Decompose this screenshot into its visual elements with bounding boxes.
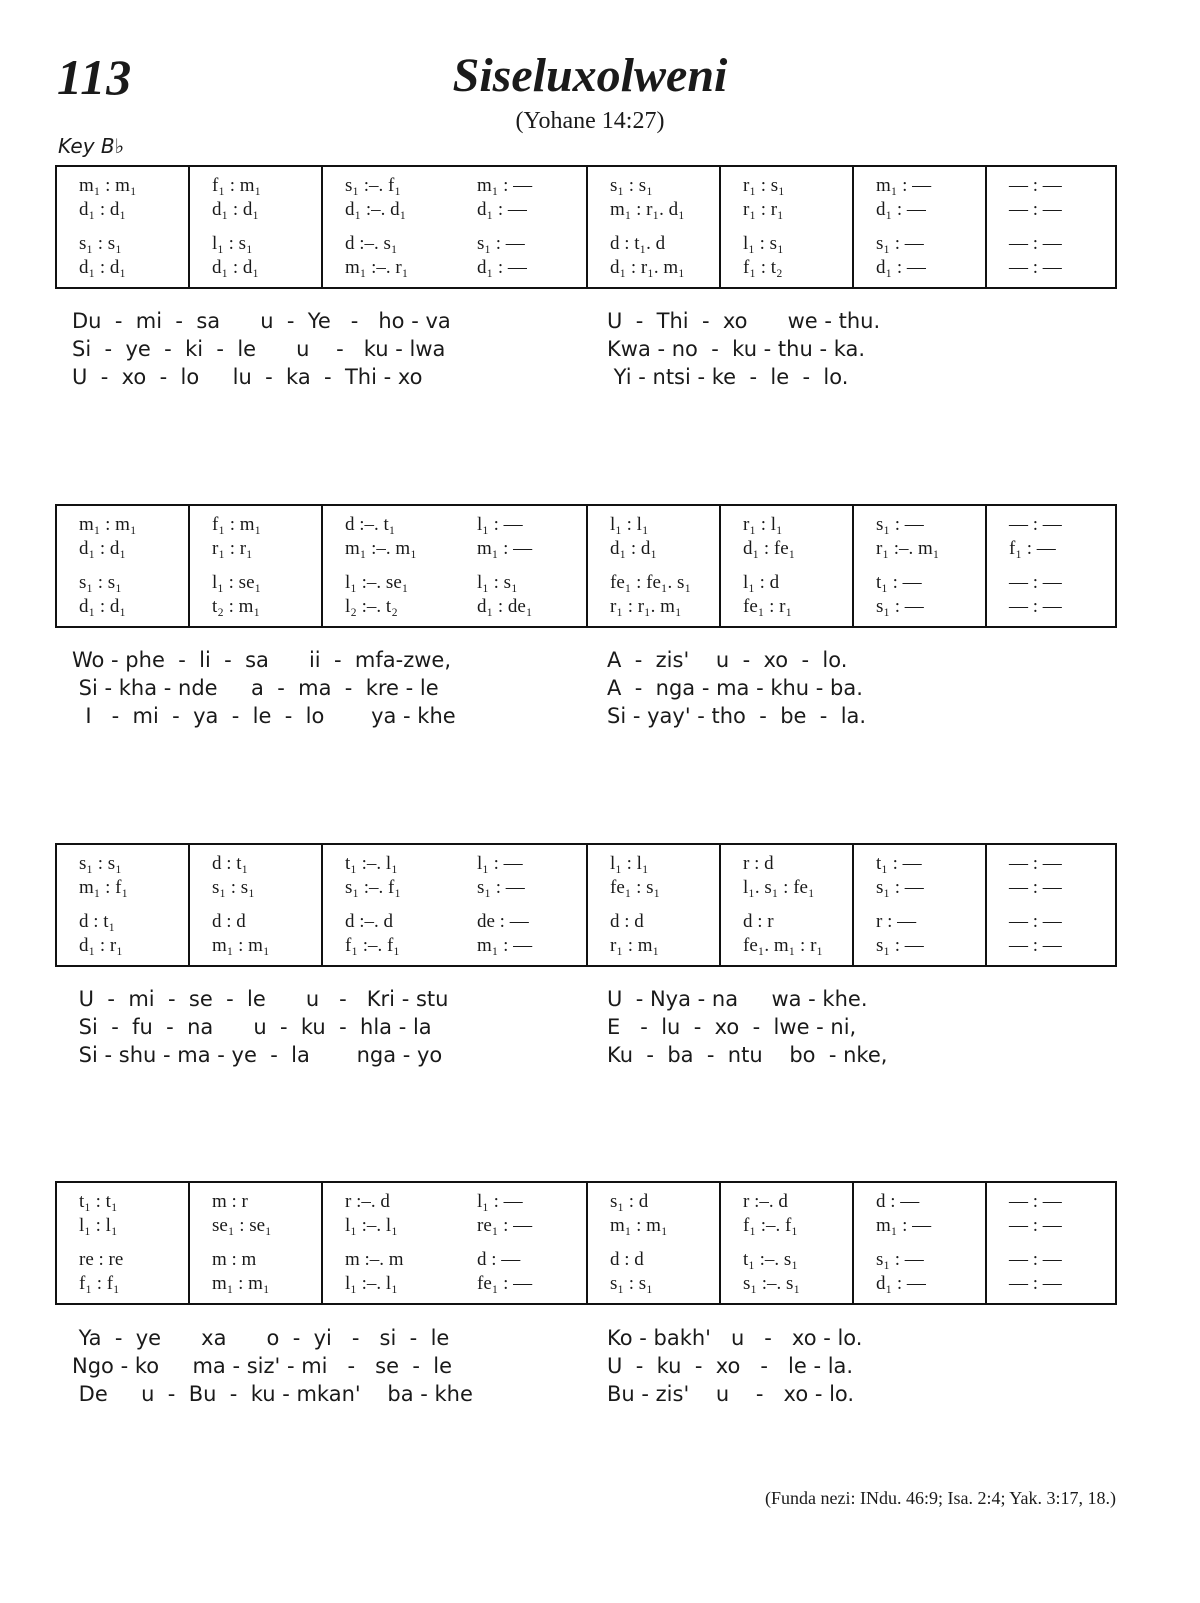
measure-notes: m₁ : — [477,175,533,196]
measure-notes: s₁ : — [876,1249,924,1270]
measure-notes: d₁ : d₁ [79,538,127,559]
measure-notes: l₂ :–. t₂ [345,596,398,617]
measure-notes: d₁ : — [477,199,527,220]
measure-notes: — : — [1009,514,1062,535]
lyric-line: U - ku - xo - le - la. [607,1354,854,1378]
measure-notes: m : m [212,1249,257,1270]
measure-notes: r :–. d [743,1191,788,1212]
lyric-line: Ko - bakh' u - xo - lo. [607,1326,863,1350]
measure-notes: r₁ : m₁ [610,935,660,956]
measure-notes: m :–. m [345,1249,404,1270]
lyric-line: A - zis' u - xo - lo. [607,648,848,672]
lyric-line: Bu - zis' u - xo - lo. [607,1382,855,1406]
measure-notes: l₁ : s₁ [477,572,518,593]
measure-notes: l₁ : l₁ [610,514,649,535]
measure-notes: s₁ :–. s₁ [743,1273,801,1294]
measure-notes: m₁ : f₁ [79,877,129,898]
measure-notes: fe₁ : fe₁. s₁ [610,572,692,593]
measure-notes: m₁ : m₁ [212,935,270,956]
voice-row [57,233,1115,257]
voice-row [57,572,1115,596]
measure-notes: d : t₁ [79,911,116,932]
measure-notes: d : d [212,911,246,932]
lyric-line: Si - kha - nde a - ma - kre - le [72,676,439,700]
measure-notes: f₁ : f₁ [79,1273,120,1294]
lyric-line: De u - Bu - ku - mkan' ba - khe [72,1382,473,1406]
measure-notes: s₁ : s₁ [79,572,122,593]
measure-notes: s₁ : — [876,596,924,617]
measure-notes: d₁ : r₁. m₁ [610,257,685,278]
measure-notes: — : — [1009,1215,1062,1236]
measure-notes: — : — [1009,175,1062,196]
measure-notes: m₁ : — [876,175,932,196]
footnote-references: (Funda nezi: INdu. 46:9; Isa. 2:4; Yak. 3:17, 18.) [765,1488,1116,1508]
measure-notes: l₁ : s₁ [212,233,253,254]
measure-notes: l₁ : se₁ [212,572,262,593]
measure-notes: d₁ :–. d₁ [345,199,407,220]
measure-notes: s₁ : s₁ [610,1273,653,1294]
measure-notes: d₁ : d₁ [79,596,127,617]
measure-notes: d₁ : — [477,257,527,278]
lyric-line: U - mi - se - le u - Kri - stu [72,987,449,1011]
measure-notes: d : d [610,911,644,932]
measure-notes: — : — [1009,911,1062,932]
measure-notes: s₁ : s₁ [212,877,255,898]
measure-notes: m₁ :–. r₁ [345,257,409,278]
measure-notes: fe₁ : r₁ [743,596,793,617]
measure-notes: t₁ : t₁ [79,1191,118,1212]
measure-notes: — : — [1009,877,1062,898]
measure-notes: d₁ : d₁ [212,257,260,278]
measure-notes: m₁ : m₁ [610,1215,668,1236]
measure-notes: — : — [1009,853,1062,874]
measure-notes: t₁ : — [876,853,922,874]
measure-notes: r :–. d [345,1191,390,1212]
lyric-line: Ku - ba - ntu bo - nke, [607,1043,888,1067]
measure-notes: d₁ : d₁ [79,257,127,278]
measure-notes: fe₁ : s₁ [610,877,661,898]
measure-notes: m₁ : m₁ [212,1273,270,1294]
measure-notes: d : — [876,1191,920,1212]
measure-notes: de : — [477,911,529,932]
hymn-title: Siseluxolweni [452,49,728,102]
measure-notes: — : — [1009,233,1062,254]
measure-notes: l₁. s₁ : fe₁ [743,877,815,898]
hymn-number: 113 [57,49,133,105]
music-system-2 [55,504,1117,628]
measure-notes: d₁ : — [876,199,926,220]
key-signature: Key B♭ [58,134,125,158]
measure-notes: d : — [477,1249,521,1270]
measure-notes: l₁ : — [477,514,523,535]
measure-notes: d₁ : r₁ [79,935,123,956]
lyric-line: Ngo - ko ma - siz' - mi - se - le [72,1354,453,1378]
measure-notes: f₁ : m₁ [212,514,262,535]
measure-notes: d₁ : d₁ [79,199,127,220]
measure-notes: — : — [1009,1249,1062,1270]
measure-notes: d₁ : fe₁ [743,538,796,559]
lyric-line: I - mi - ya - le - lo ya - khe [72,704,456,728]
measure-notes: s₁ : — [876,877,924,898]
measure-notes: s₁ : s₁ [79,233,122,254]
measure-notes: l₁ : l₁ [79,1215,118,1236]
voice-row [57,1249,1115,1273]
measure-notes: l₁ :–. l₁ [345,1273,398,1294]
measure-notes: d : t₁ [212,853,249,874]
measure-notes: — : — [1009,1273,1062,1294]
measure-notes: s₁ : — [477,233,525,254]
lyric-line: Du - mi - sa u - Ye - ho - va [72,309,451,333]
measure-notes: f₁ :–. f₁ [743,1215,798,1236]
lyric-line: U - xo - lo lu - ka - Thi - xo [72,365,423,389]
music-system-3 [55,843,1117,967]
measure-notes: l₁ : — [477,1191,523,1212]
lyric-line: Si - ye - ki - le u - ku - lwa [72,337,446,361]
measure-notes: s₁ :–. f₁ [345,175,401,196]
measure-notes: s₁ : s₁ [79,853,122,874]
measure-notes: s₁ : s₁ [610,175,653,196]
measure-notes: — : — [1009,257,1062,278]
voice-row [57,514,1115,538]
measure-notes: r₁ : s₁ [743,175,785,196]
measure-notes: d₁ : d₁ [212,199,260,220]
measure-notes: s₁ : d [610,1191,649,1212]
measure-notes: l₁ : — [477,853,523,874]
voice-row [57,911,1115,935]
lyric-line: Si - shu - ma - ye - la nga - yo [72,1043,443,1067]
voice-row [57,175,1115,199]
measure-notes: d : d [610,1249,644,1270]
measure-notes: r₁ : r₁. m₁ [610,596,682,617]
measure-notes: m₁ :–. m₁ [345,538,417,559]
measure-notes: d :–. s₁ [345,233,398,254]
lyric-line: Ya - ye xa o - yi - si - le [72,1326,450,1350]
measure-notes: d :–. d [345,911,394,932]
measure-notes: r₁ : r₁ [212,538,253,559]
lyric-line: U - Thi - xo we - thu. [607,309,881,333]
music-system-4 [55,1181,1117,1305]
measure-notes: f₁ : m₁ [212,175,262,196]
measure-notes: d : r [743,911,774,932]
measure-notes: r : — [876,911,917,932]
voice-row [57,935,1115,959]
voice-row [57,853,1115,877]
measure-notes: t₁ :–. s₁ [743,1249,798,1270]
measure-notes: fe₁. m₁ : r₁ [743,935,824,956]
measure-notes: d₁ : — [876,257,926,278]
voice-row [57,877,1115,901]
music-system-1 [55,165,1117,289]
measure-notes: — : — [1009,572,1062,593]
measure-notes: s₁ : — [876,514,924,535]
measure-notes: l₁ :–. l₁ [345,1215,398,1236]
measure-notes: s₁ : — [477,877,525,898]
voice-row [57,538,1115,562]
measure-notes: l₁ : s₁ [743,233,784,254]
voice-row [57,1191,1115,1215]
measure-notes: se₁ : se₁ [212,1215,272,1236]
measure-notes: s₁ : — [876,233,924,254]
measure-notes: l₁ :–. se₁ [345,572,409,593]
measure-notes: r₁ : r₁ [743,199,784,220]
voice-row [57,1215,1115,1239]
measure-notes: re₁ : — [477,1215,533,1236]
measure-notes: t₁ : — [876,572,922,593]
measure-notes: — : — [1009,1191,1062,1212]
lyric-line: Yi - ntsi - ke - le - lo. [607,365,849,389]
measure-notes: s₁ : — [876,935,924,956]
measure-notes: l₁ : d [743,572,780,593]
measure-notes: m : r [212,1191,248,1212]
measure-notes: m₁ : — [477,935,533,956]
measure-notes: — : — [1009,935,1062,956]
measure-notes: r : d [743,853,774,874]
voice-row [57,1273,1115,1297]
measure-notes: t₁ :–. l₁ [345,853,398,874]
measure-notes: r₁ : l₁ [743,514,783,535]
lyric-line: Wo - phe - li - sa ii - mfa-zwe, [72,648,451,672]
scripture-reference: (Yohane 14:27) [515,108,665,134]
measure-notes: — : — [1009,596,1062,617]
measure-notes: fe₁ : — [477,1273,533,1294]
measure-notes: d : t₁. d [610,233,666,254]
voice-row [57,596,1115,620]
measure-notes: d₁ : d₁ [610,538,658,559]
measure-notes: l₁ : l₁ [610,853,649,874]
measure-notes: — : — [1009,199,1062,220]
measure-notes: m₁ : m₁ [79,514,137,535]
measure-notes: m₁ : — [876,1215,932,1236]
lyric-line: U - Nya - na wa - khe. [607,987,868,1011]
measure-notes: m₁ : — [477,538,533,559]
measure-notes: d :–. t₁ [345,514,396,535]
voice-row [57,199,1115,223]
lyric-line: Kwa - no - ku - thu - ka. [607,337,866,361]
measure-notes: f₁ : — [1009,538,1056,559]
lyric-line: E - lu - xo - lwe - ni, [607,1015,857,1039]
measure-notes: t₂ : m₁ [212,596,261,617]
measure-notes: f₁ : t₂ [743,257,783,278]
measure-notes: d₁ : de₁ [477,596,533,617]
lyric-line: A - nga - ma - khu - ba. [607,676,863,700]
measure-notes: s₁ :–. f₁ [345,877,401,898]
measure-notes: r₁ :–. m₁ [876,538,940,559]
measure-notes: m₁ : m₁ [79,175,137,196]
lyric-line: Si - fu - na u - ku - hla - la [72,1015,432,1039]
lyric-line: Si - yay' - tho - be - la. [607,704,867,728]
measure-notes: f₁ :–. f₁ [345,935,400,956]
measure-notes: m₁ : r₁. d₁ [610,199,685,220]
measure-notes: d₁ : — [876,1273,926,1294]
voice-row [57,257,1115,281]
measure-notes: re : re [79,1249,124,1270]
